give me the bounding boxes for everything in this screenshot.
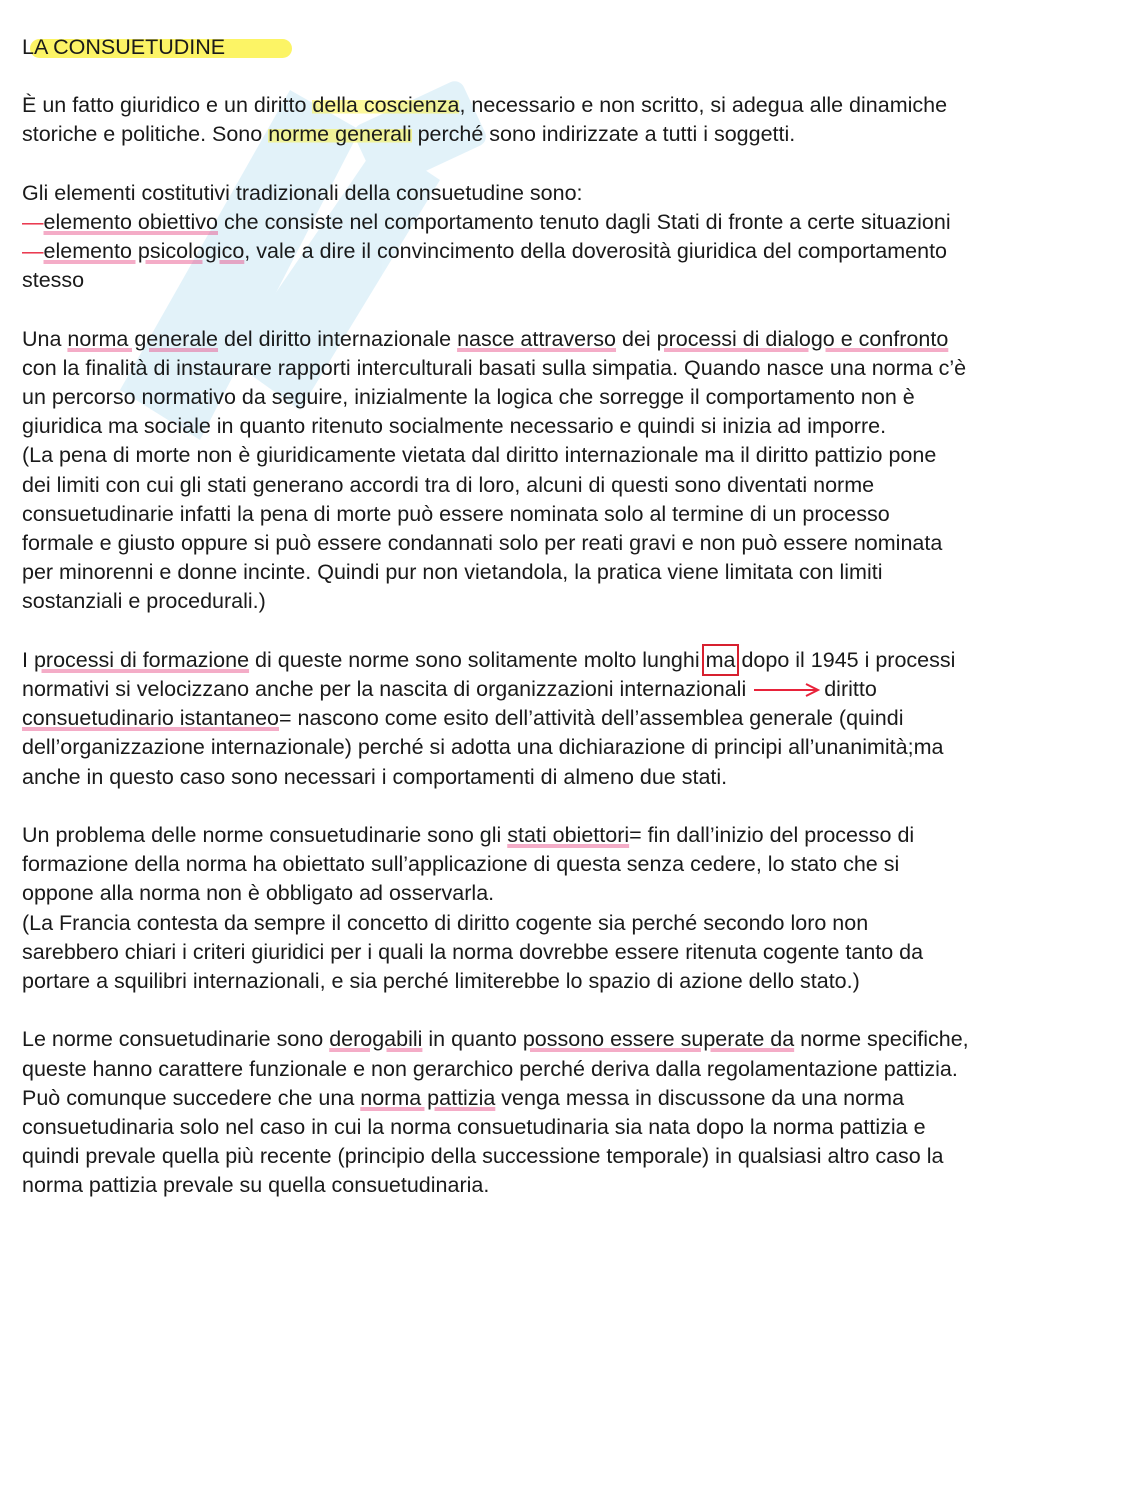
underlined-text: derogabili bbox=[329, 1027, 423, 1052]
text-line: formazione della norma ha obiettato sull’applicazione di questa senza cedere, lo stato che si bbox=[22, 852, 900, 877]
underlined-text: nasce attraverso bbox=[457, 326, 617, 351]
paragraph-1 bbox=[22, 91, 1122, 149]
text-line: un percorso normativo da seguire, inizialmente la logica che sorregge il comportamento non è bbox=[22, 385, 915, 409]
underlined-text: possono essere superate da bbox=[522, 1027, 795, 1052]
text-line: Gli elementi costitutivi tradizionali della consuetudine sono: bbox=[22, 180, 583, 205]
underlined-text: norma pattizia bbox=[360, 1085, 496, 1110]
text-line: formale e giusto oppure si può essere condannati solo per reati gravi e non può essere nominata bbox=[22, 531, 943, 556]
text-line: consuetudinarie infatti la pena di morte può essere nominata solo al termine di un processo bbox=[22, 501, 890, 526]
text-line: portare a squilibri internazionali, e sia perché limiterebbe lo spazio di azione dello stato.) bbox=[22, 969, 860, 994]
text-line: con la finalità di instaurare rapporti interculturali basati sulla simpatia. Quando nasce una norma c’è bbox=[22, 355, 967, 380]
text-line: Le norme consuetudinarie sono derogabili in quanto possono essere superate da norme specifiche, bbox=[22, 1027, 969, 1052]
underlined-text: stati obiettori bbox=[507, 823, 630, 848]
title-row bbox=[22, 33, 1122, 62]
text-line: giuridica ma sociale in quanto ritenuto socialmente necessario e quindi si inizia ad imporre. bbox=[22, 414, 887, 439]
text-line: normativi si velocizzano anche per la nascita di organizzazioni internazionali diritto bbox=[22, 677, 877, 702]
underlined-text: consuetudinario istantaneo bbox=[22, 706, 279, 731]
red-dash-marker: — bbox=[22, 209, 44, 234]
text-line: oppone alla norma non è obbligato ad osservarla. bbox=[22, 881, 495, 906]
text-line: Può comunque succedere che una norma pattizia venga messa in discussone da una norma bbox=[22, 1085, 905, 1110]
text-line: Una norma generale del diritto internazionale nasce attraverso dei processi di dialogo e confronto bbox=[22, 326, 949, 351]
list-item: —elemento psicologico, vale a dire il convincimento della doverosità giuridica del comportamento bbox=[22, 239, 947, 263]
text-line: queste hanno carattere funzionale e non gerarchico perché deriva dalla regolamentazione pattizia. bbox=[22, 1056, 958, 1081]
boxed-word: ma bbox=[705, 647, 736, 672]
underlined-text: elemento psicologico bbox=[43, 239, 245, 263]
underlined-text: processi di formazione bbox=[33, 647, 250, 672]
page-title: LA CONSUETUDINE bbox=[22, 35, 226, 59]
text-line: sarebbero chiari i criteri giuridici per i quali la norma dovrebbe essere ritenuta cogente tanto da bbox=[22, 939, 924, 964]
underlined-text: elemento obiettivo bbox=[43, 209, 218, 234]
text-line: È un fatto giuridico e un diritto della coscienza, necessario e non scritto, si adegua alle dinamiche bbox=[22, 93, 948, 117]
highlighted-text: della coscienza bbox=[312, 93, 460, 117]
text-line: storiche e politiche. Sono norme generali perché sono indirizzate a tutti i soggetti. bbox=[22, 122, 796, 147]
text-line: dei limiti con cui gli stati generano accordi tra di loro, alcuni di questi sono diventati norme bbox=[22, 472, 875, 497]
paragraph-2 bbox=[22, 179, 1122, 296]
paragraph-5 bbox=[22, 821, 1122, 996]
text-line: consuetudinaria solo nel caso in cui la norma consuetudinaria sia nata dopo la norma pattizia e bbox=[22, 1115, 926, 1140]
text-line: norma pattizia prevale su quella consuetudinaria. bbox=[22, 1173, 490, 1198]
arrow-right-icon bbox=[752, 683, 822, 697]
text-line: dell’organizzazione internazionale) perché si adotta una dichiarazione di principi all’unanimità;ma bbox=[22, 735, 944, 760]
document-page bbox=[22, 33, 1122, 1230]
paragraph-6 bbox=[22, 1025, 1122, 1200]
text-line: (La pena di morte non è giuridicamente vietata dal diritto internazionale ma il diritto pattizio pone bbox=[22, 443, 937, 468]
text-line: (La Francia contesta da sempre il concetto di diritto cogente sia perché secondo loro non bbox=[22, 910, 869, 935]
red-dash-marker: — bbox=[22, 239, 44, 263]
text-line: consuetudinario istantaneo= nascono come esito dell’attività dell’assemblea generale (quindi bbox=[22, 706, 904, 731]
text-line: Un problema delle norme consuetudinarie sono gli stati obiettori= fin dall’inizio del processo di bbox=[22, 823, 915, 848]
text-line: sostanziali e procedurali.) bbox=[22, 589, 266, 614]
text-line: quindi prevale quella più recente (principio della successione temporale) in qualsiasi altro caso la bbox=[22, 1144, 944, 1169]
underlined-text: processi di dialogo e confronto bbox=[656, 326, 949, 351]
text-line: I processi di formazione di queste norme sono solitamente molto lunghi ma dopo il 1945 i processi bbox=[22, 647, 956, 672]
text-line: anche in questo caso sono necessari i comportamenti di almeno due stati. bbox=[22, 764, 728, 789]
paragraph-4 bbox=[22, 646, 1122, 792]
highlighted-text: norme generali bbox=[268, 122, 412, 147]
text-line: per minorenni e donne incinte. Quindi pur non vietandola, la pratica viene limitata con limiti bbox=[22, 560, 883, 585]
paragraph-3 bbox=[22, 325, 1122, 617]
list-item: —elemento obiettivo che consiste nel comportamento tenuto dagli Stati di fronte a certe situazioni bbox=[22, 209, 951, 234]
text-line: stesso bbox=[22, 268, 85, 293]
underlined-text: norma generale bbox=[67, 326, 219, 351]
